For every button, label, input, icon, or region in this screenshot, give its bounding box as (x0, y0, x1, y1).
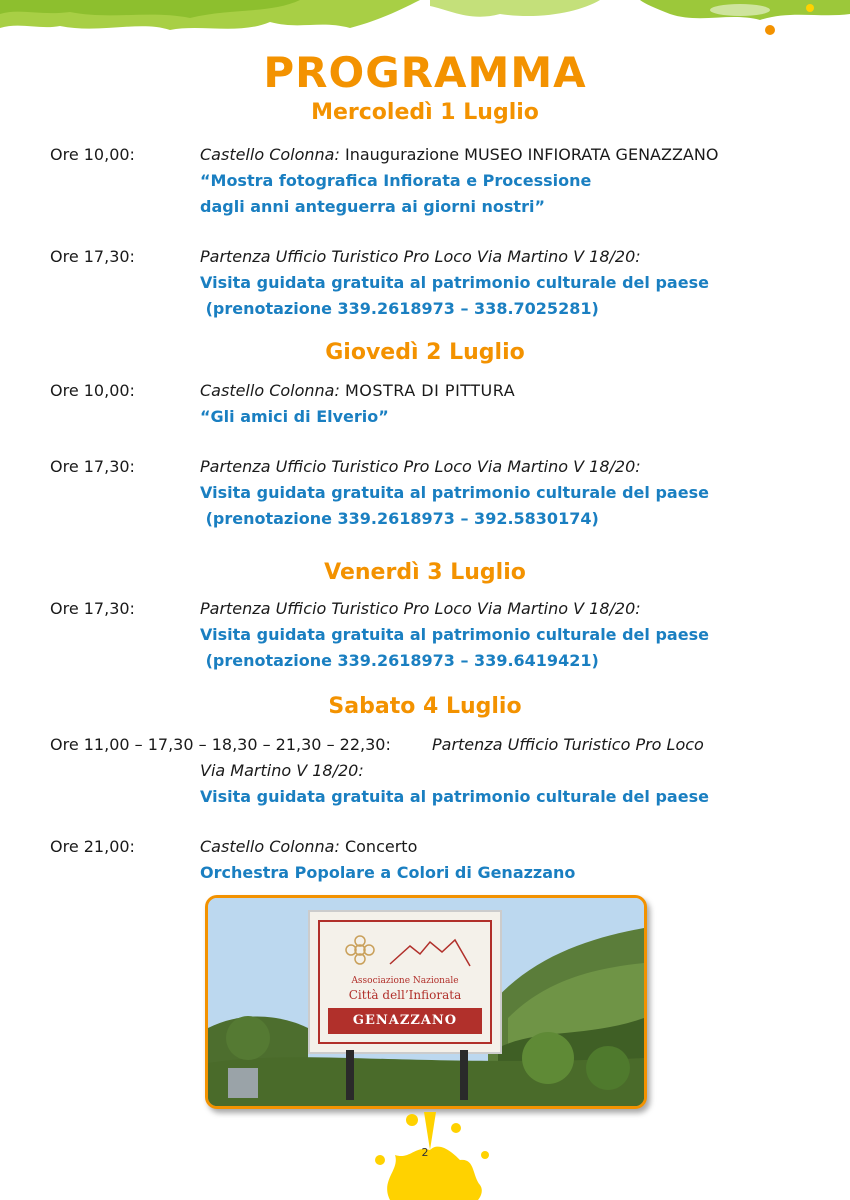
event-time: Ore 10,00: (50, 381, 135, 400)
event-description (200, 142, 718, 168)
event-place: Castello Colonna: (200, 381, 340, 400)
event-description (200, 378, 515, 404)
event-booking: (prenotazione 339.2618973 – 392.5830174) (200, 509, 599, 528)
day-heading-1: Mercoledì 1 Luglio (311, 100, 539, 125)
day-heading-4: Sabato 4 Luglio (328, 694, 522, 719)
flower-logo-icon (320, 926, 490, 976)
event-time: Ore 10,00: (50, 145, 135, 164)
day-heading-2: Giovedì 2 Luglio (325, 340, 525, 365)
event-title: Concerto (344, 837, 418, 856)
event-highlight: Visita guidata gratuita al patrimonio culturale del paese (200, 483, 709, 502)
sign-network: Città dell’Infiorata (348, 988, 462, 1002)
event-booking: (prenotazione 339.2618973 – 338.7025281) (200, 299, 599, 318)
event-place: Castello Colonna: (200, 145, 340, 164)
event-highlight: Orchestra Popolare a Colori di Genazzano (200, 863, 576, 882)
event-highlight: Visita guidata gratuita al patrimonio culturale del paese (200, 273, 709, 292)
day-heading-3: Venerdì 3 Luglio (324, 560, 526, 585)
event-time: Ore 11,00 – 17,30 – 18,30 – 21,30 – 22,30: (50, 735, 391, 754)
event-highlight: “Mostra fotografica Infiorata e Processione (200, 171, 592, 190)
event-highlight: Visita guidata gratuita al patrimonio culturale del paese (200, 625, 709, 644)
event-time: Ore 17,30: (50, 599, 135, 618)
event-description (200, 834, 417, 860)
sign-town-name: GENAZZANO (328, 1008, 482, 1034)
event-place-continued: Via Martino V 18/20: (200, 761, 364, 780)
event-place: Partenza Ufficio Turistico Pro Loco Via Martino V 18/20: (200, 599, 641, 618)
event-highlight: Visita guidata gratuita al patrimonio culturale del paese (200, 787, 709, 806)
event-time: Ore 17,30: (50, 247, 135, 266)
event-highlight: “Gli amici di Elverio” (200, 407, 389, 426)
event-time: Ore 17,30: (50, 457, 135, 476)
town-sign (308, 910, 502, 1054)
page-number: 2 (421, 1146, 429, 1159)
event-time: Ore 21,00: (50, 837, 135, 856)
top-leaf-decoration (0, 0, 850, 40)
page-title: PROGRAMMA (263, 48, 587, 97)
event-place: Partenza Ufficio Turistico Pro Loco Via Martino V 18/20: (200, 247, 641, 266)
sign-association: Associazione Nazionale (351, 976, 459, 986)
event-booking: (prenotazione 339.2618973 – 339.6419421) (200, 651, 599, 670)
event-place: Partenza Ufficio Turistico Pro Loco (432, 735, 704, 754)
event-place: Castello Colonna: (200, 837, 340, 856)
sign-pole-right (460, 1050, 468, 1100)
event-title: Inaugurazione MUSEO INFIORATA GENAZZANO (344, 145, 719, 164)
event-highlight: dagli anni anteguerra ai giorni nostri” (200, 197, 545, 216)
event-place: Partenza Ufficio Turistico Pro Loco Via Martino V 18/20: (200, 457, 641, 476)
genazzano-sign-photo (205, 895, 647, 1109)
sign-border (318, 920, 492, 1044)
event-title: MOSTRA DI PITTURA (344, 381, 516, 400)
sign-pole-left (346, 1050, 354, 1100)
